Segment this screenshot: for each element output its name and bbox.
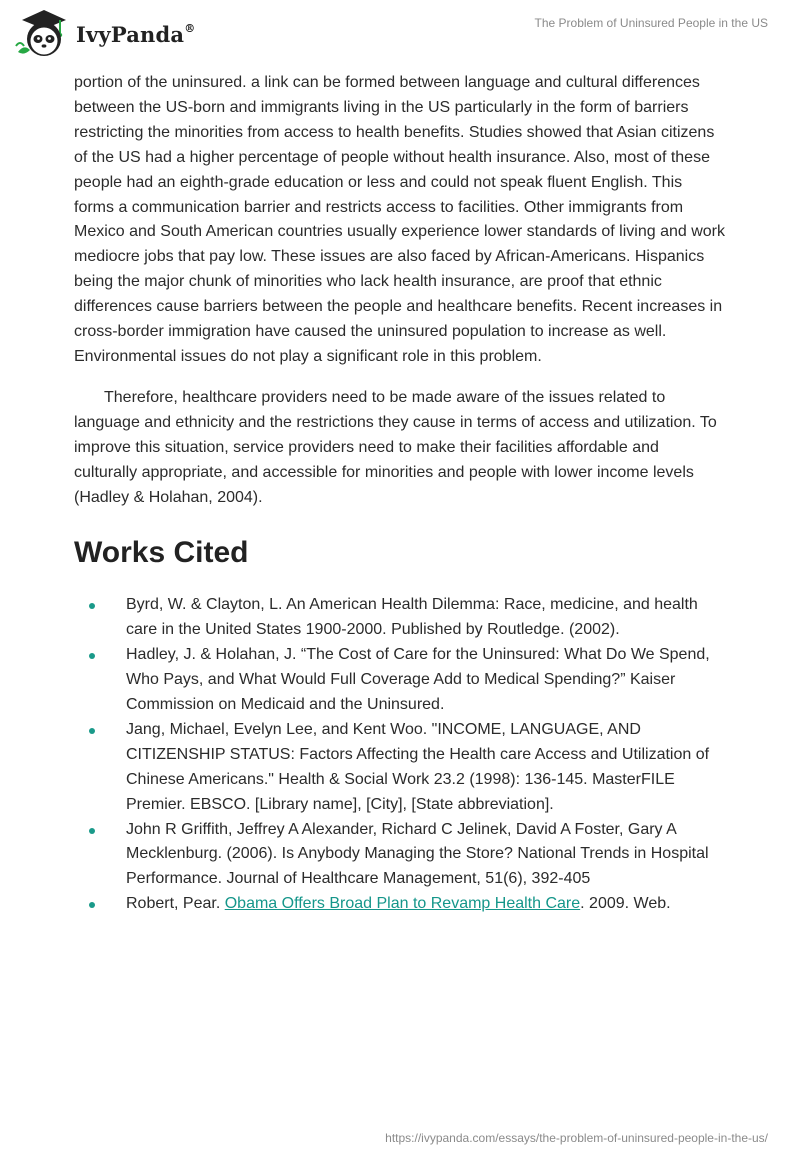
essay-content: [74, 71, 726, 917]
reference-link[interactable]: Obama Offers Broad Plan to Revamp Health Care: [224, 895, 581, 913]
reference-item: [74, 892, 726, 917]
document-title: The Problem of Uninsured People in the US: [534, 16, 768, 30]
reference-item: [74, 643, 726, 718]
essay-paragraph: portion of the uninsured. a link can be formed between language and cultural differences between the US-born and immigrants living in the US particularly in the form of barriers restricting the minorities from access to health benefits. Studies showed that Asian citizens of the US had a higher percentage of people without health insurance. Also, most of these people had an eighth-grade education or less and could not speak fluent English. This forms a communication barrier and restricts access to facilities. Other immigrants from Mexico and South American countries usually experience lower standards of living and work mediocre jobs that pay low. These issues are also faced by African-Americans. Hispanics being the major chunk of minorities who lack health insurance, are proof that ethnic differences cause barriers between the people and healthcare benefits. Recent increases in cross-border immigration have caused the uninsured population to increase as well. Environmental issues do not play a significant role in this problem.: [74, 74, 726, 365]
bullet-icon: [89, 902, 95, 908]
bullet-icon: [89, 653, 95, 659]
reference-item: [74, 818, 726, 893]
reference-text: John R Griffith, Jeffrey A Alexander, Richard C Jelinek, David A Foster, Gary A Mecklenburg. (2006). Is Anybody Managing the Store? National Trends in Hospital Performance. Journal of Healthcare Management, 51(6), 392-405: [126, 820, 709, 888]
reference-text: Hadley, J. & Holahan, J. “The Cost of Care for the Uninsured: What Do We Spend, Who Pays, and What Would Full Coverage Add to Medical Spending?” Kaiser Commission on Medicaid and the Uninsured.: [126, 646, 710, 714]
reference-text: Byrd, W. & Clayton, L. An American Health Dilemma: Race, medicine, and health care in the United States 1900-2000. Published by Routledge. (2002).: [126, 596, 698, 639]
panda-graduate-icon: [14, 8, 76, 60]
bullet-icon: [89, 603, 95, 609]
works-cited-heading: Works Cited: [74, 536, 249, 570]
reference-text: Jang, Michael, Evelyn Lee, and Kent Woo. "INCOME, LANGUAGE, AND CITIZENSHIP STATUS: Factors Affecting the Health care Access and Utilization of Chinese Americans." Health & Social Work 23.2 (1998): 136-145. MasterFILE Premier. EBSCO. [Library name], [City], [State abbreviation].: [126, 720, 710, 813]
logo-wordmark: IvyPanda®: [76, 21, 196, 47]
page-header: [0, 0, 800, 70]
ivypanda-logo[interactable]: [14, 8, 195, 60]
footer-source-url: https://ivypanda.com/essays/the-problem-of-uninsured-people-in-the-us/: [385, 1131, 768, 1145]
bullet-icon: [89, 828, 95, 834]
bullet-icon: [89, 728, 95, 734]
reference-item: [74, 718, 726, 818]
reference-item: [74, 593, 726, 643]
essay-paragraph: Therefore, healthcare providers need to be made aware of the issues related to language and ethnicity and the restrictions they cause in terms of access and utilization. To improve this situation, service providers need to make their facilities affordable and culturally appropriate, and accessible for minorities and people with lower income levels (Hadley & Holahan, 2004).: [74, 388, 717, 506]
reference-suffix: . 2009. Web.: [580, 895, 671, 913]
reference-prefix: Robert, Pear.: [126, 895, 225, 913]
references-list: [74, 593, 726, 917]
